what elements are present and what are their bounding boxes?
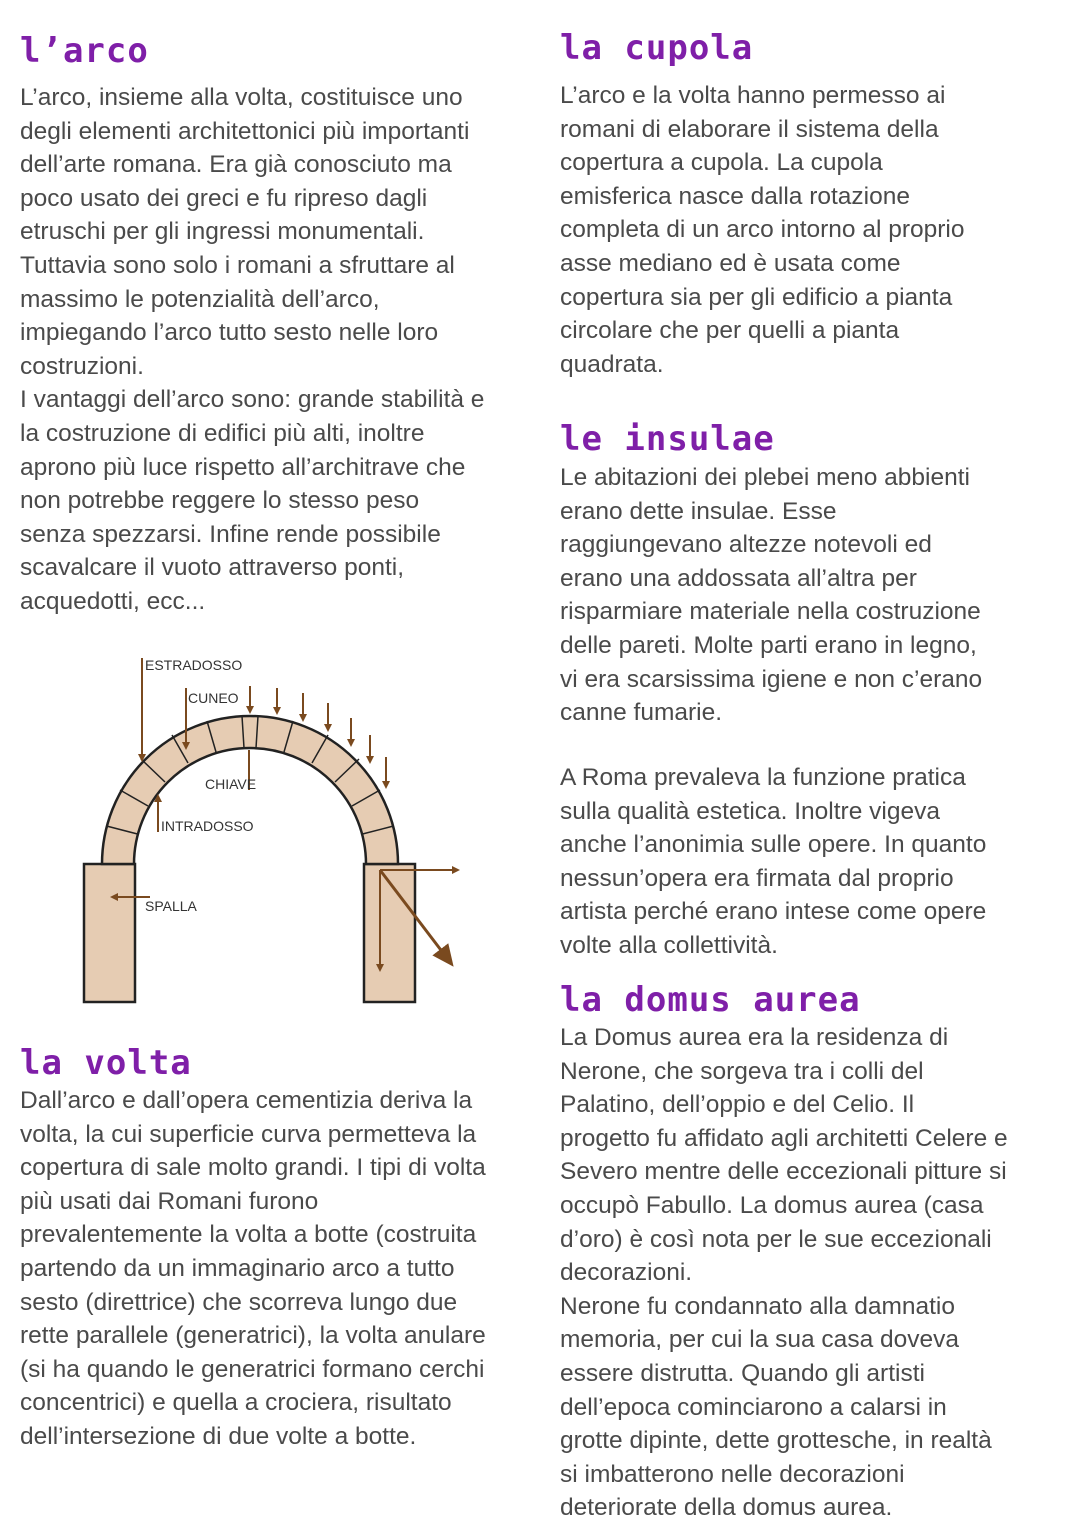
text-line: senza spezzarsi. Infine rende possibile	[20, 520, 441, 548]
text-line: quadrata.	[560, 350, 664, 378]
text-line: dell’arte romana. Era già conosciuto ma	[20, 151, 452, 179]
text-line: volte alla collettività.	[560, 931, 778, 959]
label-cuneo: CUNEO	[188, 690, 239, 706]
text-line: più usati dai Romani furono	[20, 1187, 319, 1215]
text-line: la costruzione di edifici più alti, inoltre	[20, 419, 425, 447]
text-line: sesto (direttrice) che scorreva lungo due	[20, 1288, 458, 1316]
text-line: essere distrutta. Quando gli artisti	[560, 1359, 925, 1387]
text-line: si imbatterono nelle decorazioni	[560, 1460, 905, 1488]
text-line: dell’intersezione di due volte a botte.	[20, 1422, 417, 1450]
text-line: erano una addossata all’altra per	[560, 564, 917, 592]
text-line: Dall’arco e dall’opera cementizia deriva la	[20, 1087, 473, 1114]
text-line: anche l’anonimia sulle opere. In quanto	[560, 831, 987, 859]
text-line: copertura sia per gli edificio a pianta	[560, 283, 953, 311]
text-line: delle pareti. Molte parti erano in legno,	[560, 631, 977, 659]
text-line: A Roma prevaleva la funzione pratica	[560, 764, 966, 791]
text-line: L’arco, insieme alla volta, costituisce uno	[20, 84, 463, 111]
volta-paragraph	[20, 1084, 486, 1454]
text-line: erano dette insulae. Esse	[560, 497, 837, 525]
text-line: volta, la cui superficie curva permetteva la	[20, 1120, 477, 1148]
text-line: copertura di sale molto grandi. I tipi di volta	[20, 1154, 486, 1182]
text-line: costruzioni.	[20, 352, 144, 380]
text-line: Severo mentre delle eccezionali pitture si	[560, 1158, 1007, 1186]
roma-paragraph	[560, 761, 986, 963]
text-line: raggiungevano altezze notevoli ed	[560, 531, 932, 559]
text-line: degli elementi architettonici più importanti	[20, 117, 470, 145]
text-line: nessun’opera era firmata dal proprio	[560, 864, 954, 892]
cupola-heading: la cupola	[560, 28, 754, 68]
text-line: sulla qualità estetica. Inoltre vigeva	[560, 797, 940, 825]
text-line: Palatino, dell’oppio e del Celio. Il	[560, 1091, 915, 1119]
text-line: grotte dipinte, dette grottesche, in realtà	[560, 1427, 992, 1455]
text-line: massimo le potenzialità dell’arco,	[20, 285, 380, 313]
text-line: occupò Fabullo. La domus aurea (casa	[560, 1191, 984, 1219]
text-line: decorazioni.	[560, 1259, 693, 1287]
text-line: d’oro) è così nota per le sue eccezionali	[560, 1225, 992, 1253]
arch-diagram	[76, 648, 476, 1018]
text-line: concentrici) e quella a crociera, risultato	[20, 1389, 452, 1417]
text-line: partendo da un immaginario arco a tutto	[20, 1254, 455, 1282]
text-line: etruschi per gli ingressi monumentali.	[20, 218, 425, 246]
text-line: Tuttavia sono solo i romani a sfruttare al	[20, 251, 455, 279]
text-line: vi era scarsissima igiene e non c’erano	[560, 665, 983, 693]
label-spalla: SPALLA	[145, 898, 197, 914]
text-line: risparmiare materiale nella costruzione	[560, 598, 981, 626]
volta-heading: la volta	[20, 1043, 192, 1083]
text-line: asse mediano ed è usata come	[560, 249, 901, 277]
left-pier	[84, 864, 135, 1002]
domus-paragraph	[560, 1021, 1008, 1525]
text-line: I vantaggi dell’arco sono: grande stabilità e	[20, 386, 485, 414]
text-line: dell’epoca cominciarono a calarsi in	[560, 1393, 947, 1421]
text-line: artista perché erano intese come opere	[560, 898, 987, 926]
text-line: copertura a cupola. La cupola	[560, 149, 883, 177]
text-line: L’arco e la volta hanno permesso ai	[560, 82, 946, 109]
text-line: rette parallele (generatrici), la volta anulare	[20, 1322, 486, 1350]
text-line: Le abitazioni dei plebei meno abbienti	[560, 464, 970, 491]
text-line: emisferica nasce dalla rotazione	[560, 182, 910, 210]
text-line: romani di elaborare il sistema della	[560, 115, 939, 143]
text-line: impiegando l’arco tutto sesto nelle loro	[20, 319, 439, 347]
text-line: La Domus aurea era la residenza di	[560, 1024, 949, 1051]
arco-paragraph	[20, 81, 484, 619]
text-line: non potrebbe reggere lo stesso peso	[20, 487, 420, 515]
text-line: circolare che per quelli a pianta	[560, 317, 900, 345]
text-line: canne fumarie.	[560, 699, 723, 727]
text-line: poco usato dei greci e fu ripreso dagli	[20, 184, 428, 212]
text-line: memoria, per cui la sua casa doveva	[560, 1326, 959, 1354]
insulae-heading: le insulae	[560, 419, 775, 459]
label-estradosso: ESTRADOSSO	[145, 657, 243, 673]
text-line: (si ha quando le generatrici formano cerchi	[20, 1355, 485, 1383]
text-line: prevalentemente la volta a botte (costruita	[20, 1221, 477, 1249]
text-line: acquedotti, ecc...	[20, 587, 206, 615]
label-intradosso: INTRADOSSO	[161, 818, 254, 834]
text-line: aprono più luce rispetto all’architrave che	[20, 453, 466, 481]
cupola-paragraph	[560, 79, 964, 381]
text-line: completa di un arco intorno al proprio	[560, 216, 965, 244]
text-line: deteriorate della domus aurea.	[560, 1494, 893, 1522]
domus-heading: la domus aurea	[560, 980, 861, 1020]
text-line: Nerone fu condannato alla damnatio	[560, 1292, 956, 1320]
label-chiave: CHIAVE	[205, 776, 257, 792]
arco-heading: l’arco	[20, 31, 149, 71]
insulae-paragraph	[560, 461, 982, 730]
text-line: scavalcare il vuoto attraverso ponti,	[20, 554, 405, 582]
text-line: Nerone, che sorgeva tra i colli del	[560, 1057, 924, 1085]
text-line: progetto fu affidato agli architetti Celere e	[560, 1124, 1008, 1152]
